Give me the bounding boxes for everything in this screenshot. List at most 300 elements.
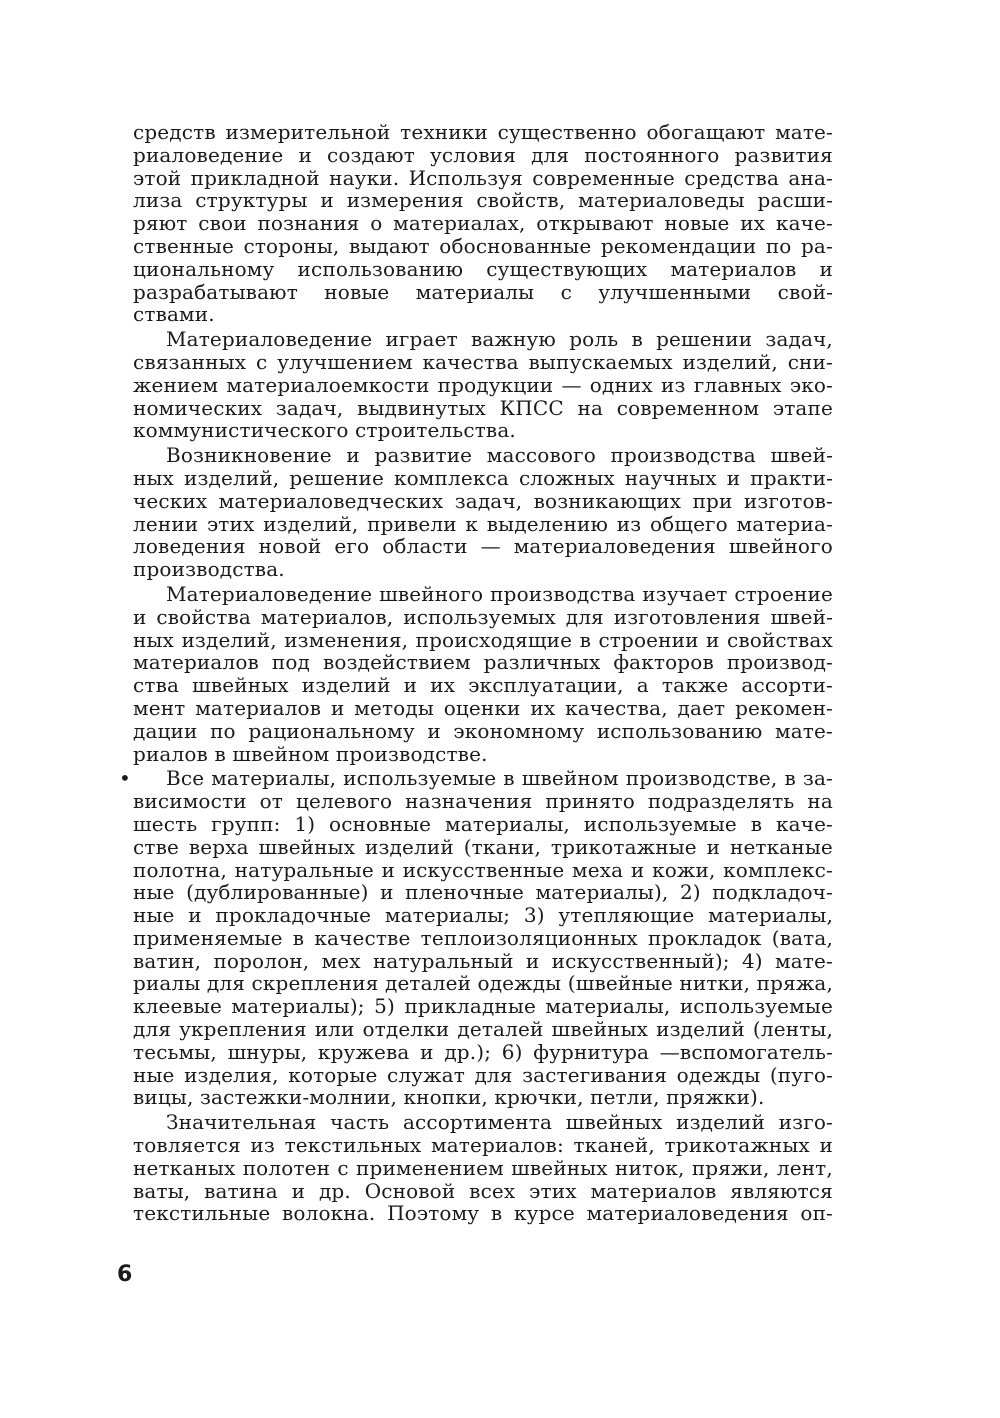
word: из [616,511,642,536]
word: и [346,443,360,468]
word: — [480,534,501,559]
word: клеевые [133,994,222,1019]
word: и [320,188,334,213]
word: общего [649,511,728,536]
word: используемые [679,994,833,1019]
text-line [133,397,833,420]
word: свои [198,211,247,236]
word: текстильных [284,1133,422,1158]
word: материалов [133,650,259,675]
word: обогащают [646,120,766,144]
word: материалов: [431,1133,564,1158]
word: ных [133,627,174,652]
word: деталей [384,971,472,996]
word: сложных [518,465,615,490]
word: швей- [770,604,833,629]
word: материалы, [445,811,570,836]
word: 4) [741,948,763,973]
word: выделению [486,511,609,536]
word: швей- [770,443,833,468]
word: — [561,372,582,397]
word: оп- [800,1201,833,1226]
word: развития [734,142,833,167]
word: измерения [346,188,464,213]
word: мент [133,695,186,720]
word: или [314,1017,355,1042]
text-line [133,328,833,351]
word: его [334,534,370,559]
word: используемых [403,604,556,629]
word: материалов, [260,604,394,629]
text-line: производства. [133,557,285,582]
word: кожи, [652,857,716,882]
word: выпускаемых [528,349,673,374]
word: свой- [777,279,833,304]
word: ряют [133,211,188,236]
text-line [133,1041,833,1064]
text-line [133,995,833,1018]
word: застегивания [522,1062,668,1087]
text-line: ствами. [133,302,215,327]
word: Материаловедение [166,327,373,352]
word: выдают [348,233,430,258]
word: и [630,857,645,882]
text-line [133,235,833,258]
word: их [740,211,766,236]
word: науки. [329,165,400,190]
word: всех [469,1178,516,1203]
word: качества [422,349,519,374]
word: (швейные [567,971,673,996]
word: привели [367,511,457,536]
word: факторов [613,650,714,675]
word: выдвинутых [357,395,486,420]
word: Значительная [166,1110,317,1135]
text-line [133,629,833,652]
word: средства [684,165,780,190]
text-line [133,444,833,467]
word: 1) [294,811,316,836]
word: изготов- [743,488,833,513]
paragraph [133,328,833,442]
word: (вата, [771,925,833,950]
word: и [706,834,721,859]
word: строение [734,581,833,606]
word: лении [133,511,199,536]
word: материалы, [211,766,337,791]
word: для [206,971,246,996]
word: материалов [195,695,322,720]
word: принято [545,789,635,814]
word: в [292,925,305,950]
paragraph [133,444,833,581]
text-line [133,144,833,167]
word: и [291,1178,306,1203]
word: и [525,948,540,973]
word: одних [589,372,653,397]
word: пленочные [405,880,524,905]
word: ватин, [133,948,202,973]
word: назначения [405,789,533,814]
text-line [133,606,833,629]
text-line [133,1157,833,1180]
word: нитки, [679,971,751,996]
word: существующих [486,256,648,281]
word: групп: [211,811,281,836]
paragraph [119,766,833,1110]
word: и [427,718,441,743]
word: для [474,1062,513,1087]
word: натуральные [234,857,374,882]
word: задач, [765,327,833,352]
word: и [706,627,720,652]
text-line [133,651,833,674]
word: фурнитура [533,1039,650,1064]
text-line [133,674,833,697]
word: в [631,327,643,352]
word: швейных [511,1155,608,1180]
word: лиза [133,188,183,213]
word: шесть [133,811,198,836]
word: для [565,604,604,629]
word: —вспомогатель- [659,1039,833,1064]
text-line [133,950,833,973]
word: ваты, [133,1178,191,1203]
word: швейном [521,766,619,791]
paragraph [133,121,833,326]
word: швейных [551,1017,649,1042]
word: с [560,279,572,304]
word: КПСС [499,395,564,420]
word: поролон, [213,948,310,973]
word: (дублированные) [186,880,369,905]
text-line [133,904,833,927]
word: производства [610,443,756,468]
word: материалы; [384,903,511,928]
word: производства [490,581,636,606]
text-line [133,1064,833,1087]
word: по [765,233,792,258]
word: ловедения [133,534,246,559]
word: играет [385,327,458,352]
text-line [133,1018,833,1041]
text-line [133,697,833,720]
word: ческих [133,488,208,513]
word: (пуго- [769,1062,833,1087]
word: материалах, [393,211,526,236]
word: прикладные [404,994,536,1019]
word: нетканые [729,834,833,859]
word: при [692,488,733,513]
text-line [133,374,833,397]
word: швейных [258,834,356,859]
word: использованию [297,256,464,281]
word: производ- [726,650,833,675]
word: ных [133,465,174,490]
word: экономному [453,718,585,743]
word: и [330,695,345,720]
word: ственные [133,233,234,258]
word: комплекс- [723,857,833,882]
word: изделий, [682,349,778,374]
word: дации [133,718,198,743]
body-text [119,120,833,1226]
word: качества, [565,695,668,720]
word: также [661,673,729,698]
word: нетканых [133,1155,236,1180]
word: материалы), [535,880,669,905]
word: материа- [736,511,833,536]
word: подразделять [647,789,795,814]
text-line [133,351,833,374]
word: ра- [800,233,833,258]
word: прикладной [190,165,320,190]
word: воздействием [322,650,471,675]
word: др. [318,1178,351,1203]
word: в [579,627,591,652]
word: для [531,142,570,167]
word: структуры [195,188,308,213]
word: риаловедение [133,142,284,167]
word: роль [569,327,619,352]
word: и [819,1133,833,1158]
word: 6) [501,1039,523,1064]
word: основные [329,811,432,836]
word: шнуры, [227,1039,308,1064]
word: за- [802,766,833,791]
word: материалов [590,1178,717,1203]
word: изго- [778,1110,833,1135]
word: изделий [365,834,454,859]
text-line: риалов в швейном производстве. [133,741,488,766]
word: (ленты, [752,1017,833,1042]
word: этой [133,165,182,190]
word: продукции [437,372,554,397]
word: улучшением [277,349,413,374]
word: изделий, [263,511,359,536]
word: главных [693,372,782,397]
paragraph [133,583,833,765]
word: новые [664,211,730,236]
text-line [133,836,833,859]
word: ные [133,880,175,905]
word: для [133,1017,172,1042]
word: свойств, [476,188,566,213]
word: применением [356,1155,504,1180]
word: комплекса [393,465,509,490]
word: с [337,1155,349,1180]
word: кружева [317,1039,410,1064]
word: волокна. [282,1201,376,1226]
word: и [133,604,147,629]
word: циональному [133,256,275,281]
word: возникающих [533,488,682,513]
text-line [133,1202,833,1225]
word: области [382,534,468,559]
word: познания [257,211,360,236]
word: важную [471,327,556,352]
word: мех [321,948,361,973]
word: риалы [133,971,201,996]
paragraph [133,1111,833,1225]
word: материаловедения [513,534,716,559]
word: пряжа, [756,971,833,996]
word: применяемые [133,925,283,950]
word: Все [166,766,205,791]
word: стороны, [243,233,340,258]
word: изделий [656,1017,745,1042]
word: рациональному [248,718,415,743]
word: на [807,789,833,814]
word: обоснованные [439,233,592,258]
word: эксплуатации, [468,673,624,698]
word: лент, [776,1155,833,1180]
word: каче- [775,211,833,236]
word: теплоизоляционных [420,925,638,950]
word: ства [133,673,180,698]
word: трикотажных [664,1133,810,1158]
word: современном [616,395,760,420]
word: материалы [415,279,535,304]
word: 3) [523,903,545,928]
word: изделий [301,673,391,698]
word: пряжи, [691,1155,770,1180]
word: свойства [156,604,251,629]
word: постоянного [584,142,720,167]
word: новой [258,534,322,559]
word: др.); [444,1039,492,1064]
word: происходящие [415,627,573,652]
word: материаловедения [586,1201,789,1226]
word: задач, [454,488,523,513]
word: улучшенными [598,279,752,304]
word: и [819,256,833,281]
word: материалы, [708,903,833,928]
word: и [381,857,395,882]
word: мате- [775,120,833,144]
word: укрепления [179,1017,307,1042]
word: целевого [295,789,393,814]
word: мате- [775,948,833,973]
word: современные [532,165,675,190]
word: условия [430,142,516,167]
word: рекомендации [600,233,757,258]
text-line [133,1180,833,1203]
word: существенно [497,120,637,144]
text-line [133,513,833,536]
word: и [298,142,312,167]
word: различных [483,650,601,675]
word: массового [486,443,596,468]
word: практи- [750,465,833,490]
word: решении [656,327,753,352]
text-line [133,490,833,513]
text-line [133,467,833,490]
word: изделий, [181,627,277,652]
text-line [133,790,833,813]
word: оценки [443,695,521,720]
text-line [133,720,833,743]
word: и [380,880,394,905]
word: скрепления [251,971,379,996]
word: полотна, [133,857,227,882]
word: задач, [275,395,344,420]
word: товляется [133,1133,241,1158]
word: и [726,465,741,490]
word: сни- [787,349,833,374]
word: верха [188,834,249,859]
word: в [490,1201,503,1226]
word: в [503,766,515,791]
word: к [465,511,479,536]
word: стве [133,834,179,859]
word: под [271,650,311,675]
word: одежды [676,1062,761,1087]
word: ные [133,903,175,928]
word: открывают [536,211,654,236]
word: Материаловедение [166,581,373,606]
word: прокладочные [215,903,372,928]
word: в [784,766,796,791]
word: из [250,1133,275,1158]
word: Возникновение [166,443,332,468]
word: изучает [642,581,728,606]
word: натуральный [372,948,514,973]
word: номических [133,395,263,420]
word: отделки [362,1017,450,1042]
word: ассорти- [741,673,833,698]
text-line [133,767,833,790]
word: материалы, [545,994,671,1019]
text-line: вицы, застежки-молнии, кнопки, крючки, петли, пряжки). [133,1085,765,1110]
word: по [210,718,236,743]
word: изделий, [184,465,280,490]
word: текстильные [133,1201,271,1226]
word: строении [598,627,699,652]
word: прокладок [648,925,762,950]
word: и [420,1039,434,1064]
word: часть [330,1110,390,1135]
word: разрабатывают [133,279,298,304]
word: одежды [477,971,562,996]
word: их [530,695,556,720]
word: изделий [676,1110,765,1135]
word: материалоемкости [226,372,430,397]
word: этапе [772,395,833,420]
word: 5) [374,994,395,1019]
word: ватина [204,1178,278,1203]
word: научных [624,465,717,490]
word: ана- [788,165,833,190]
word: швейного [728,534,833,559]
word: на [577,395,604,420]
text-line [133,813,833,836]
text-line: коммунистического строительства. [133,418,516,443]
text-line [133,121,833,144]
word: изменения, [284,627,409,652]
text-line [133,972,833,995]
word: рекомен- [735,695,833,720]
word: меха [572,857,624,882]
word: тесьмы, [133,1039,217,1064]
text-line [133,1111,833,1134]
text-line [133,189,833,212]
word: с [255,349,268,374]
word: Основой [364,1178,456,1203]
word: мате- [775,718,833,743]
word: висимости [133,789,247,814]
text-line [133,927,833,950]
